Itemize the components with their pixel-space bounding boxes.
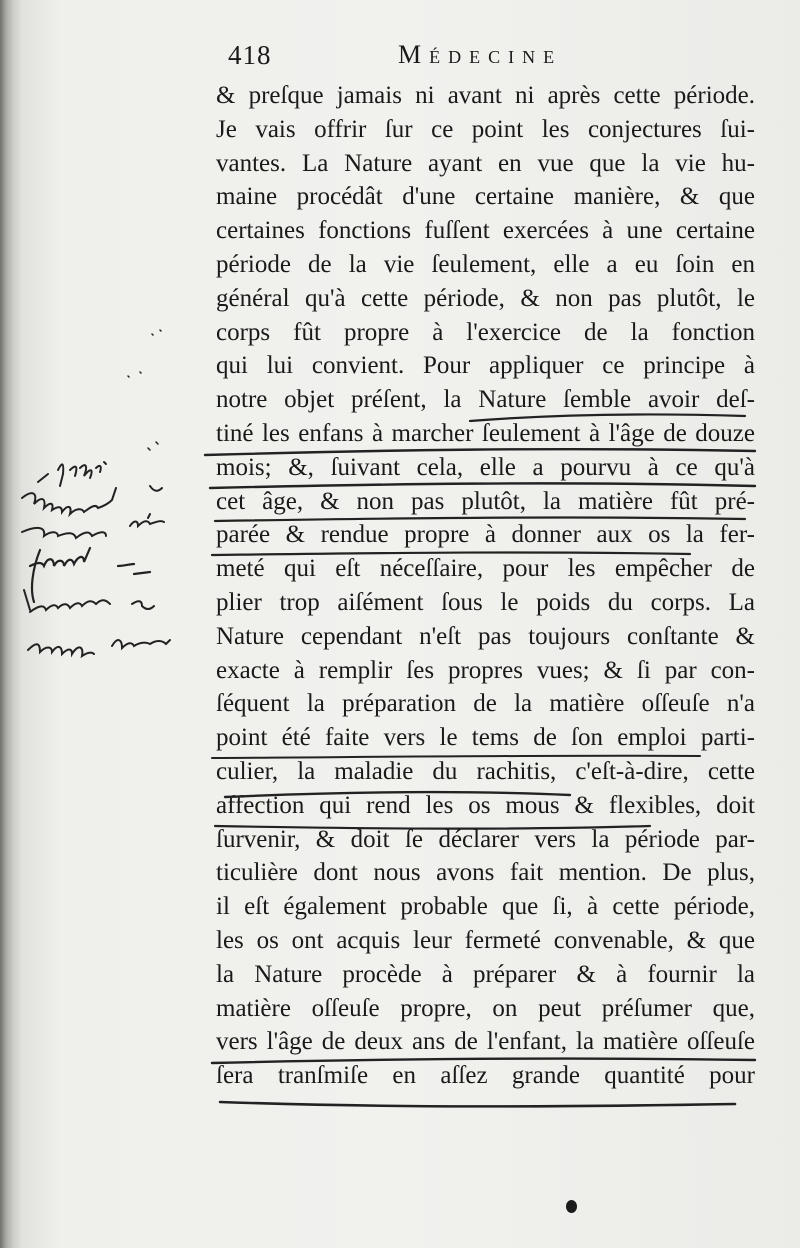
underline-stroke	[220, 1102, 735, 1106]
text-line: tiné les enfans à marcher ſeulement à l'âge de douze	[216, 419, 755, 447]
text-line: meté qui eſt néceſſaire, pour les empêcher de	[216, 555, 755, 583]
margin-scribble	[128, 330, 161, 450]
text-line: ticulière dont nous avons fait mention. De plus,	[216, 859, 755, 887]
body-text	[216, 79, 755, 1093]
margin-scribble	[38, 462, 106, 486]
text-line: il eſt également probable que ſi, à cette période,	[216, 893, 755, 921]
margin-scribble	[22, 486, 162, 514]
text-line: maine procédât d'une certaine manière, & que	[216, 183, 755, 211]
text-line: ſéquent la préparation de la matière oſſeuſe n'a	[216, 690, 755, 718]
text-line: ſera tranſmiſe en aſſez grande quantité pour	[216, 1062, 755, 1090]
text-line: ſurvenir, & doit ſe déclarer vers la période par-	[216, 825, 755, 853]
text-line: matière oſſeuſe propre, on peut préſumer que,	[216, 994, 755, 1022]
ink-spot	[566, 1200, 577, 1213]
text-line: point été faite vers le tems de ſon emploi parti-	[216, 724, 755, 752]
margin-scribble	[22, 514, 164, 538]
text-line: certaines fonctions fuſſent exercées à une certaine	[216, 217, 755, 245]
text-line: notre objet préſent, la Nature ſemble avoir deſ-	[216, 386, 755, 414]
text-line: Je vais offrir ſur ce point les conjectures ſui-	[216, 115, 755, 143]
text-line: général qu'à cette période, & non pas plutôt, le	[216, 284, 755, 312]
margin-scribble	[30, 548, 150, 602]
text-line: vers l'âge de deux ans de l'enfant, la matière oſſeuſe	[216, 1028, 755, 1056]
page-header	[228, 40, 758, 74]
running-title: Médecine	[398, 40, 563, 69]
text-line: affection qui rend les os mous & flexibles, doit	[216, 791, 755, 819]
text-line: mois; &, ſuivant cela, elle a pourvu à ce qu'à	[216, 453, 755, 481]
margin-scribble	[28, 640, 170, 656]
text-line: & preſque jamais ni avant ni après cette période.	[216, 82, 755, 109]
text-line: exacte à remplir ſes propres vues; & ſi par con-	[216, 656, 755, 684]
margin-scribble	[24, 590, 154, 612]
text-line: corps fût propre à l'exercice de la fonction	[216, 318, 755, 346]
text-line: parée & rendue propre à donner aux os la fer-	[216, 521, 755, 549]
text-line: qui lui convient. Pour appliquer ce principe à	[216, 352, 755, 380]
book-spine-shadow	[0, 0, 22, 1248]
text-line: les os ont acquis leur fermeté convenable, & que	[216, 926, 755, 954]
page-number: 418	[228, 40, 272, 70]
text-line: période de la vie ſeulement, elle a eu ſoin en	[216, 250, 755, 278]
text-line: vantes. La Nature ayant en vue que la vie hu-	[216, 149, 755, 177]
text-line: culier, la maladie du rachitis, c'eſt-à-dire, cette	[216, 757, 755, 785]
text-line: plier trop aiſément ſous le poids du corps. La	[216, 588, 755, 616]
text-line: Nature cependant n'eſt pas toujours conſtante &	[216, 622, 755, 650]
text-line: cet âge, & non pas plutôt, la matière fût pré-	[216, 487, 755, 515]
text-line: la Nature procède à préparer & à fournir la	[216, 960, 755, 988]
